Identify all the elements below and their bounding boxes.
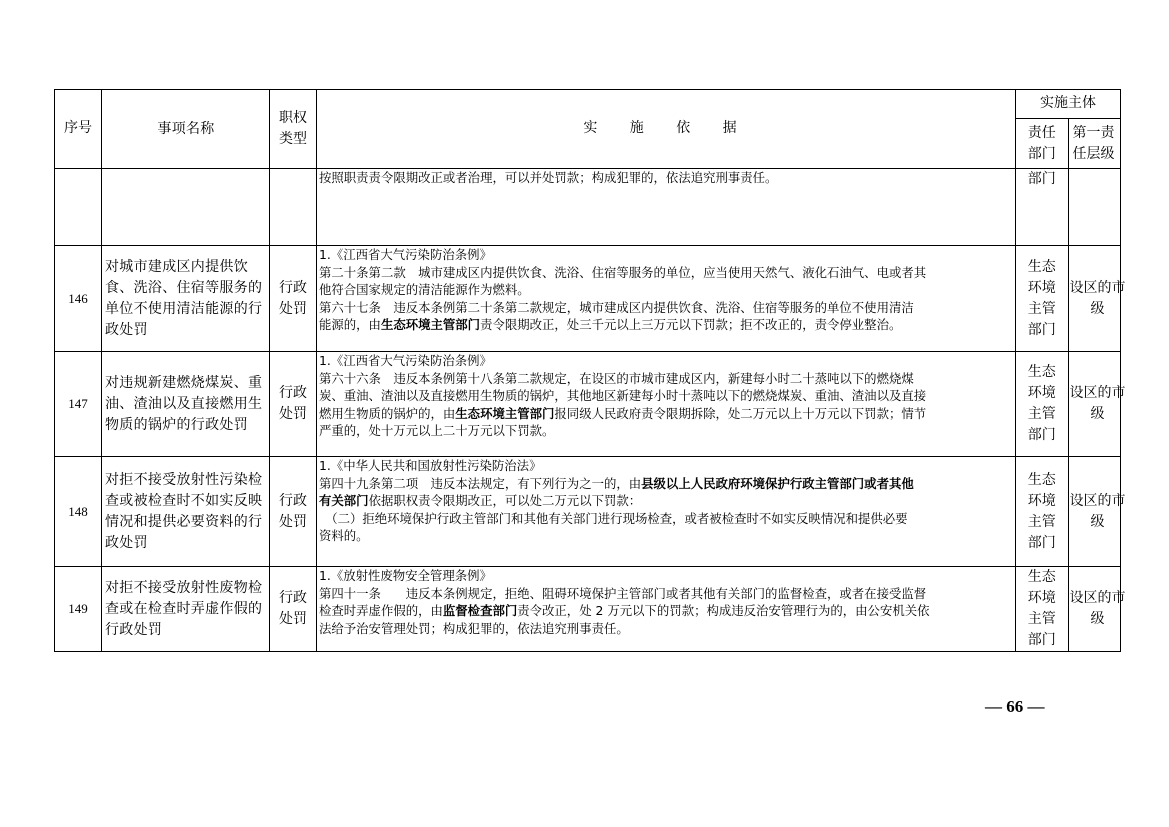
- basis-text: 按照职责责令限期改正或者治理，可以并处罚款；构成犯罪的，依法追究刑事责任。: [319, 170, 778, 185]
- responsibility-level: 设区的市级: [1069, 590, 1126, 627]
- basis-text: 法给予治安管理处罚；构成犯罪的，依法追究刑事责任。: [319, 620, 629, 636]
- item-name: 对拒不接受放射性废物检查或在检查时弄虚作假的行政处罚: [102, 567, 270, 652]
- basis-line: [319, 585, 1015, 603]
- responsible-dept: 生态环境主管部门: [1027, 471, 1056, 551]
- power-type: 行政处罚: [279, 492, 307, 530]
- basis-text: 责令改正，处 2 万元以下的罚款；构成违反治安管理行为的，由公安机关依: [517, 603, 930, 619]
- item-name: 对拒不接受放射性污染检查或被检查时不如实反映情况和提供必要资料的行政处罚: [102, 457, 270, 567]
- basis-line: [319, 422, 1015, 440]
- header-name: 事项名称: [102, 90, 270, 169]
- basis-emphasis: 生态环境主管部门: [380, 317, 481, 333]
- power-type-cell: [270, 246, 317, 352]
- power-type: 行政处罚: [279, 279, 307, 317]
- basis-line: [319, 492, 1015, 510]
- enforcement-items-table: [54, 89, 1126, 652]
- header-no: 序号: [55, 90, 102, 169]
- power-type-cell: [270, 169, 317, 246]
- basis-text: 他符合国家规定的清洁能源作为燃料。: [319, 282, 530, 298]
- basis-text: 检查时弄虚作假的，由: [319, 603, 443, 619]
- basis-line: [319, 620, 1015, 638]
- basis-line: [319, 281, 1015, 299]
- basis-text: 1.《江西省大气污染防治条例》: [319, 353, 492, 368]
- basis-emphasis: 有关部门: [319, 493, 369, 509]
- responsibility-level-cell: [1068, 246, 1126, 352]
- basis-line: [319, 527, 1015, 545]
- basis-text: 责令限期改正，处三千元以上三万元以下罚款；拒不改正的，责令停业整治。: [480, 317, 902, 333]
- responsible-dept: 生态环境主管部门: [1027, 364, 1056, 443]
- item-name: 对城市建成区内提供饮食、洗浴、住宿等服务的单位不使用清洁能源的行政处罚: [102, 246, 270, 352]
- basis-text: 1.《江西省大气污染防治条例》: [319, 247, 492, 262]
- header-type: [270, 90, 317, 169]
- item-number: 148: [55, 457, 102, 567]
- responsible-dept-cell: [1016, 457, 1069, 567]
- power-type-cell: [270, 457, 317, 567]
- power-type-cell: [270, 352, 317, 457]
- header-dept: [1016, 119, 1069, 169]
- basis-line: [319, 510, 1015, 528]
- header-dept-text: 责任部门: [1027, 124, 1056, 162]
- basis-text: （二）拒绝环境保护行政主管部门和其他有关部门进行现场检查，或者被检查时不如实反映情况和提供必要: [319, 510, 908, 526]
- basis-text: 1.《中华人民共和国放射性污染防治法》: [319, 458, 542, 473]
- basis-emphasis: 县级以上人民政府环境保护行政主管部门或者其他: [641, 475, 914, 491]
- basis-line: [319, 352, 1015, 370]
- basis-line: [319, 316, 1015, 334]
- basis-line: [319, 457, 1015, 475]
- item-name: 对违规新建燃烧煤炭、重油、渣油以及直接燃用生物质的锅炉的行政处罚: [102, 352, 270, 457]
- responsible-dept-cell: [1016, 246, 1069, 352]
- table-row: [55, 246, 1121, 352]
- basis-text: 炭、重油、渣油以及直接燃用生物质的锅炉，其他地区新建每小时十蒸吨以下的燃烧煤炭、重油、渣油以及直接: [319, 388, 927, 404]
- basis-text: 第六十六条 违反本条例第十八条第二款规定，在设区的市城市建成区内，新建每小时二十蒸吨以下的燃烧煤: [319, 370, 914, 386]
- implementation-basis: [317, 567, 1016, 652]
- basis-line: [319, 602, 1015, 620]
- implementation-basis: [317, 169, 1016, 246]
- responsible-dept-cell: [1016, 567, 1069, 652]
- table-row: [55, 457, 1121, 567]
- responsible-dept-cell: [1016, 352, 1069, 457]
- implementation-basis: [317, 246, 1016, 352]
- power-type: 行政处罚: [279, 590, 307, 627]
- basis-line: [319, 387, 1015, 405]
- responsible-dept: 生态环境主管部门: [1027, 258, 1056, 338]
- header-basis-text: 实 施 依 据: [583, 120, 751, 137]
- basis-text: 严重的，处十万元以上二十万元以下罚款。: [319, 423, 555, 439]
- responsibility-level-cell: [1068, 169, 1121, 246]
- implementation-basis: [317, 457, 1016, 567]
- responsible-dept: 部门: [1027, 171, 1056, 187]
- responsibility-level: 设区的市级: [1069, 492, 1126, 530]
- responsible-dept-cell: [1016, 169, 1069, 246]
- power-type-cell: [270, 567, 317, 652]
- basis-text: 第二十条第二款 城市建成区内提供饮食、洗浴、住宿等服务的单位，应当使用天然气、液化石油气、电或者其: [319, 264, 927, 280]
- table-row: [55, 567, 1121, 652]
- basis-emphasis: 生态环境主管部门: [455, 405, 555, 421]
- responsibility-level-cell: [1068, 352, 1126, 457]
- item-number: 149: [55, 567, 102, 652]
- item-number: 147: [55, 352, 102, 457]
- header-basis: [317, 90, 1016, 169]
- responsibility-level: 设区的市级: [1069, 279, 1126, 317]
- basis-text: 第六十七条 违反本条例第二十条第二款规定，城市建成区内提供饮食、洗浴、住宿等服务的单位不使用清洁: [319, 299, 914, 315]
- basis-line: [319, 567, 1015, 585]
- basis-line: [319, 299, 1015, 317]
- basis-text: 报同级人民政府责令限期拆除，处二万元以上十万元以下罚款；情节: [554, 405, 927, 421]
- item-number: [55, 169, 102, 246]
- responsibility-level: 设区的市级: [1069, 385, 1126, 422]
- power-type: 行政处罚: [279, 385, 307, 422]
- item-number: 146: [55, 246, 102, 352]
- responsibility-level-cell: [1068, 567, 1126, 652]
- basis-text: 第四十一条 违反本条例规定，拒绝、阻碍环境保护主管部门或者其他有关部门的监督检查，或者在接受监督: [319, 585, 927, 601]
- header-subject: 实施主体: [1016, 90, 1121, 119]
- responsibility-level-cell: [1068, 457, 1126, 567]
- basis-line: [319, 169, 1015, 187]
- basis-text: 依据职权责令限期改正，可以处二万元以下罚款：: [368, 493, 642, 509]
- implementation-basis: [317, 352, 1016, 457]
- table-row: [55, 169, 1121, 246]
- basis-line: [319, 370, 1015, 388]
- basis-text: 能源的，由: [319, 317, 381, 333]
- basis-emphasis: 监督检查部门: [442, 603, 518, 619]
- table-row: [55, 352, 1121, 457]
- basis-text: 1.《放射性废物安全管理条例》: [319, 568, 492, 583]
- basis-line: [319, 264, 1015, 282]
- basis-text: 第四十九条第二项 违反本法规定，有下列行为之一的，由: [319, 475, 642, 491]
- header-type-text: 职权类型: [279, 110, 307, 147]
- basis-text: 资料的。: [319, 528, 369, 544]
- basis-line: [319, 475, 1015, 493]
- page-number: — 66 —: [985, 697, 1045, 716]
- item-name: [102, 169, 270, 246]
- responsible-dept: 生态环境主管部门: [1027, 569, 1056, 648]
- basis-line: [319, 405, 1015, 423]
- header-level: 第一责任层级: [1068, 119, 1121, 169]
- basis-text: 燃用生物质的锅炉的，由: [319, 405, 456, 421]
- basis-line: [319, 246, 1015, 264]
